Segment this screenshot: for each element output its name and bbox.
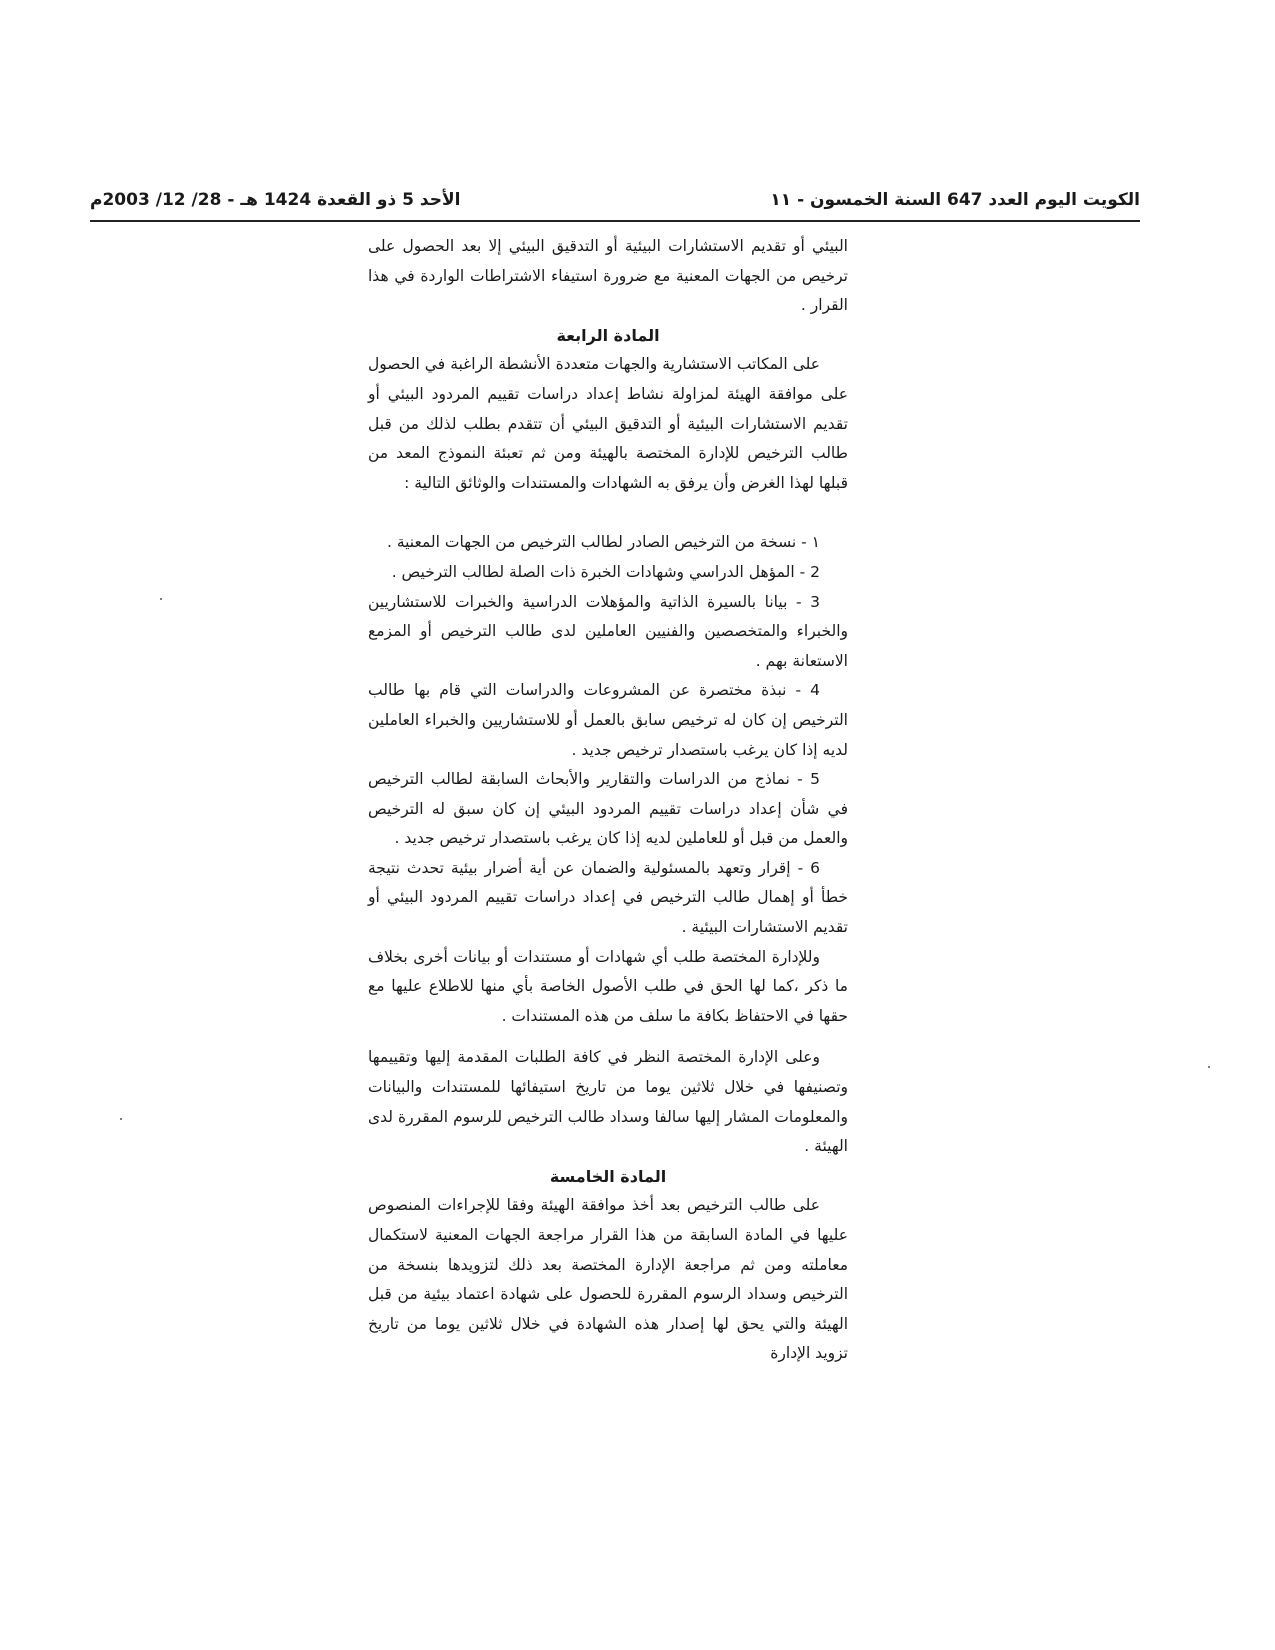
scan-speck [160,598,162,600]
header-date: الأحد 5 ذو القعدة 1424 هـ - 28/ 12/ 2003م [90,190,461,210]
article-4-admin-paragraph: وللإدارة المختصة طلب أي شهادات أو مستندات أو بيانات أخرى بخلاف ما ذكر ،كما لها الحق في طلب الأصول الخاصة بأي منها للاطلاع عليها مع حقها في الاحتفاظ بكافة ما سلف من هذه المستندات . [368,947,848,1025]
text-column [368,232,848,1369]
article-4-item-6: 6 - إقرار وتعهد بالمسئولية والضمان عن أية أضرار بيئية تحدث نتيجة خطأ أو إهمال طالب الترخيص في إعداد دراسات تقييم المردود البيئي أو تقديم الاستشارات البيئية . [368,858,848,937]
header-rule [90,220,1140,222]
article-4-item-4: 4 - نبذة مختصرة عن المشروعات والدراسات التي قام بها طالب الترخيص إن كان له ترخيص سابق بالعمل أو للاستشاريين والخبراء العاملين لديه إذا كان يرغب باستصدار ترخيص جديد . [368,681,848,759]
scan-speck [1208,1066,1210,1068]
scan-speck [120,1118,122,1120]
article-5-heading: المادة الخامسة [549,1166,667,1186]
article-5-text: على طالب الترخيص بعد أخذ موافقة الهيئة وفقا للإجراءات المنصوص عليها في المادة السابقة من هذا القرار مراجعة الجهات المعنية لاستكمال معاملته ومن ثم مراجعة الإدارة المختصة بعد ذلك لتزويدها بنسخة من الترخيص وسداد الرسوم المقررة للحصول على شهادة اعتماد بيئية من قبل الهيئة والتي يحق لها إصدار هذه الشهادة في خلال ثلاثين يوما من تاريخ تزويد الإدارة [368,1196,848,1363]
article-4-intro: على المكاتب الاستشارية والجهات متعددة الأنشطة الراغبة في الحصول على موافقة الهيئة لمزاولة نشاط إعداد دراسات تقييم المردود البيئي أو تقديم الاستشارات البيئية أو التدقيق البيئي أن تتقدم بطلب لذلك من قبل طالب الترخيص للإدارة المختصة بالهيئة ومن ثم تعبئة النموذج المعد من قبلها لهذا الغرض وأن يرفق به الشهادات والمستندات والوثائق التالية : [368,355,848,492]
article-4-item-1: ١ - نسخة من الترخيص الصادر لطالب الترخيص من الجهات المعنية . [386,533,820,552]
page-header [90,186,1140,222]
article-4-review-paragraph: وعلى الإدارة المختصة النظر في كافة الطلبات المقدمة إليها وتقييمها وتصنيفها في خلال ثلاثين يوما من تاريخ استيفائها للمستندات والبيانات والمعلومات المشار إليها سالفا وسداد طالب الترخيص للرسوم المقررة لدى الهيئة . [368,1048,848,1156]
article-4-heading: المادة الرابعة [556,325,660,345]
header-issue-info: الكويت اليوم العدد 647 السنة الخمسون - ١١ [770,190,1140,210]
article-4-item-3: 3 - بيانا بالسيرة الذاتية والمؤهلات الدراسية والخبرات للاستشاريين والخبراء والمتخصصين والفنيين العاملين لدى طالب الترخيص أو المزمع الاستعانة بهم . [368,592,848,670]
continuation-paragraph: البيئي أو تقديم الاستشارات البيئية أو التدقيق البيئي إلا بعد الحصول على ترخيص من الجهات المعنية مع ضرورة استيفاء الاشتراطات الواردة في هذا القرار . [368,237,848,315]
article-4-item-2: 2 - المؤهل الدراسي وشهادات الخبرة ذات الصلة لطالب الترخيص . [391,562,820,581]
article-4-item-5: 5 - نماذج من الدراسات والتقارير والأبحاث السابقة لطالب الترخيص في شأن إعداد دراسات تقييم المردود البيئي إن كان سبق له الترخيص والعمل من قبل أو للعاملين لديه إذا كان يرغب باستصدار ترخيص جديد . [368,770,848,848]
